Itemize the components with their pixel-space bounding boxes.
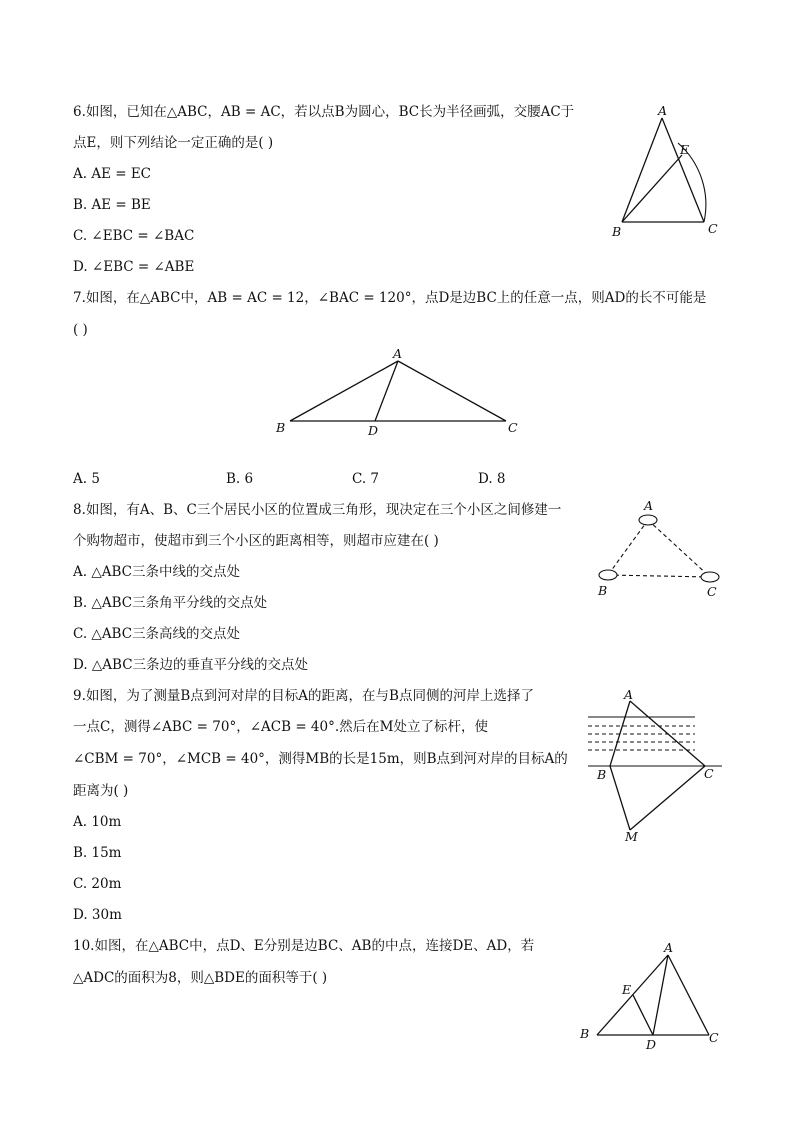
q6-option-b[interactable]: B. AE = BE — [73, 197, 151, 213]
q7-stem-line1: 7.如图，在△ABC中，AB = AC = 12，∠BAC = 120°，点D是边BC上的任意一点，则AD的长不可能是 — [73, 290, 707, 306]
q9-stem-line4: 距离为( ) — [73, 783, 129, 799]
q7-option-b[interactable]: B. 6 — [226, 471, 254, 487]
q9-side-bm — [610, 766, 630, 830]
q7-side-ab — [290, 361, 398, 421]
q10-side-ab — [597, 955, 668, 1035]
q9-side-mc — [630, 766, 705, 830]
q10-side-ac — [668, 955, 709, 1035]
q8-community-a — [639, 515, 657, 525]
q9-figure — [585, 685, 730, 845]
q8-option-b[interactable]: B. △ABC三条角平分线的交点处 — [73, 595, 268, 611]
q9-option-b[interactable]: B. 15m — [73, 845, 122, 861]
q8-dashed-ab — [608, 520, 648, 575]
q6-stem-line1: 6.如图，已知在△ABC，AB = AC，若以点B为圆心，BC长为半径画弧，交腰AC于 — [73, 104, 575, 120]
q8-stem-line2: 个购物超市，使超市到三个小区的距离相等，则超市应建在( ) — [73, 533, 439, 549]
q10-label-d: D — [646, 1037, 657, 1052]
q8-option-d[interactable]: D. △ABC三条边的垂直平分线的交点处 — [73, 657, 309, 673]
q7-label-c: C — [508, 420, 518, 435]
q7-side-ac — [398, 361, 506, 421]
q10-segment-de — [633, 995, 653, 1035]
q9-side-ab — [610, 701, 630, 766]
q7-option-d[interactable]: D. 8 — [478, 471, 506, 487]
q8-community-b — [599, 570, 617, 580]
q6-side-ab — [622, 118, 662, 222]
q8-option-c[interactable]: C. △ABC三条高线的交点处 — [73, 626, 241, 642]
q7-option-a[interactable]: A. 5 — [73, 471, 100, 487]
q8-option-a[interactable]: A. △ABC三条中线的交点处 — [73, 564, 240, 580]
q6-label-e: E — [680, 142, 690, 157]
q7-option-c[interactable]: C. 7 — [352, 471, 380, 487]
q6-option-c[interactable]: C. ∠EBC = ∠BAC — [73, 228, 195, 244]
q8-community-c — [701, 572, 719, 582]
q7-label-d: D — [368, 423, 379, 438]
q7-figure — [270, 343, 530, 443]
q10-label-b: B — [580, 1026, 590, 1041]
q10-label-a: A — [664, 940, 674, 955]
q9-option-a[interactable]: A. 10m — [73, 814, 122, 830]
q7-segment-ad — [375, 361, 398, 421]
q6-segment-be — [622, 155, 682, 222]
q6-label-a: A — [658, 103, 668, 118]
q6-figure — [600, 100, 730, 240]
q10-stem-line2: △ADC的面积为8，则△BDE的面积等于( ) — [73, 970, 328, 986]
q8-label-c: C — [707, 584, 717, 599]
q9-label-a: A — [624, 687, 634, 702]
q9-label-b: B — [597, 767, 607, 782]
q7-label-a: A — [393, 346, 403, 361]
q10-label-c: C — [709, 1030, 719, 1045]
q8-figure — [590, 497, 730, 602]
q10-stem-line1: 10.如图，在△ABC中，点D、E分别是边BC、AB的中点，连接DE、AD，若 — [73, 938, 535, 954]
q9-option-d[interactable]: D. 30m — [73, 907, 122, 923]
q6-option-d[interactable]: D. ∠EBC = ∠ABE — [73, 259, 195, 275]
q8-stem-line1: 8.如图，有A、B、C三个居民小区的位置成三角形，现决定在三个小区之间修建一 — [73, 502, 562, 518]
q9-stem-line2: 一点C，测得∠ABC = 70°，∠ACB = 40°.然后在M处立了标杆，使 — [73, 719, 488, 735]
q6-label-b: B — [612, 224, 622, 239]
q9-label-m: M — [625, 829, 638, 844]
q9-label-c: C — [704, 766, 714, 781]
q6-option-a[interactable]: A. AE = EC — [73, 166, 152, 182]
q8-dashed-ac — [648, 520, 710, 577]
q7-label-b: B — [276, 420, 286, 435]
q8-label-a: A — [644, 498, 654, 513]
q6-label-c: C — [708, 221, 718, 236]
q6-stem-line2: 点E，则下列结论一定正确的是( ) — [73, 135, 274, 151]
q9-option-c[interactable]: C. 20m — [73, 876, 122, 892]
q10-figure — [575, 938, 730, 1058]
q10-label-e: E — [622, 982, 632, 997]
q9-stem-line1: 9.如图，为了测量B点到河对岸的目标A的距离，在与B点同侧的河岸上选择了 — [73, 688, 534, 704]
q8-dashed-bc — [608, 575, 710, 577]
q10-segment-ad — [653, 955, 668, 1035]
q8-label-b: B — [598, 583, 608, 598]
q9-stem-line3: ∠CBM = 70°，∠MCB = 40°，测得MB的长是15m，则B点到河对岸的目标A的 — [73, 751, 568, 767]
q7-stem-line2: ( ) — [73, 322, 88, 338]
